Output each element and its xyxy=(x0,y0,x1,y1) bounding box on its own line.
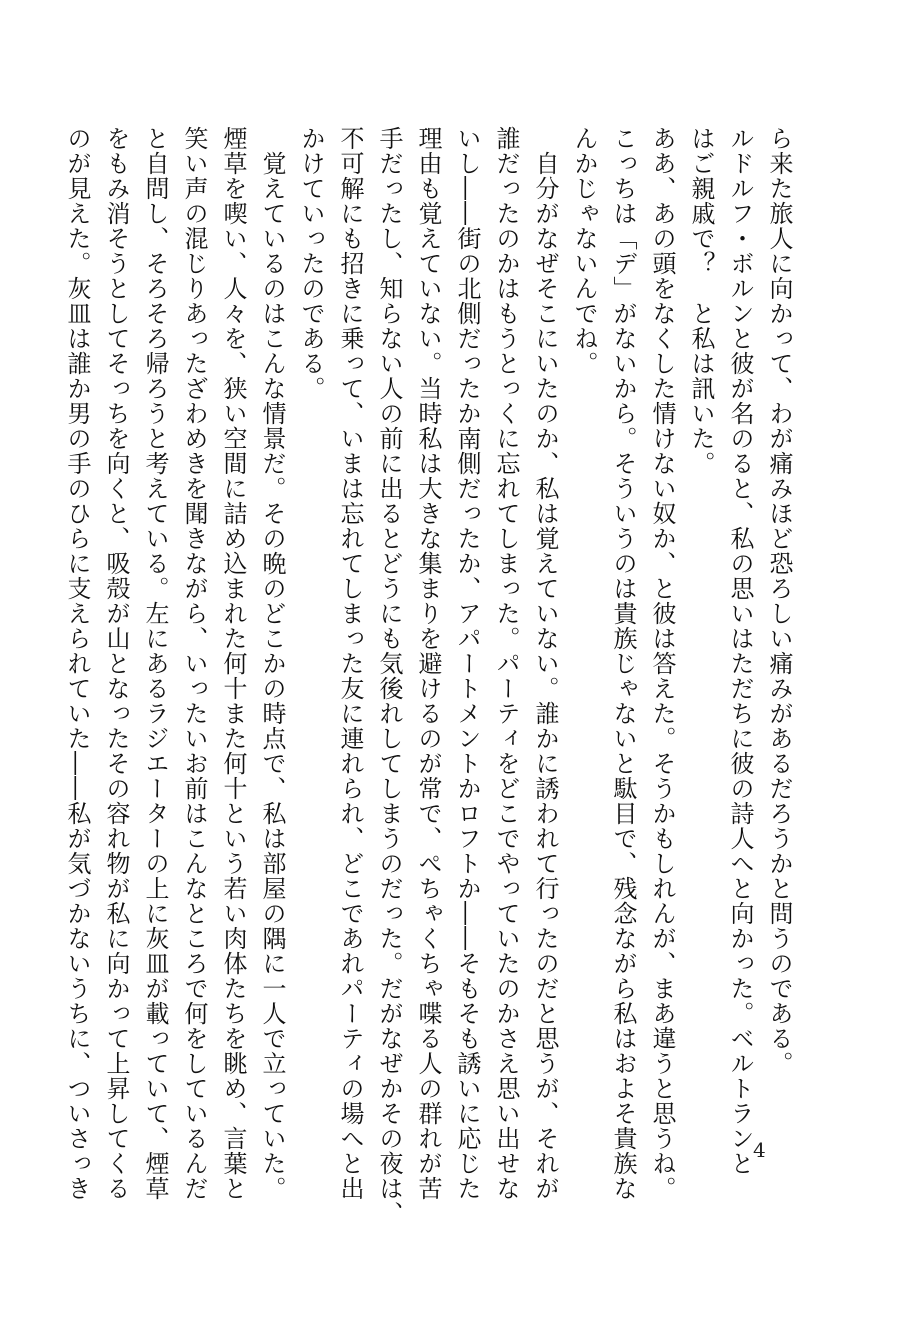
text-line: 笑い声の混じりあったざわめきを聞きながら、いったいお前はこんなところで何をしているんだ xyxy=(180,126,208,1201)
text-line: 不可解にも招きに乗って、いまは忘れてしまった友に連れられ、どこであれパーティの場へと出 xyxy=(336,126,364,1201)
text-line: こっちは「デ」がないから。そういうのは貴族じゃないと駄目で、残念ながら私はおよそ貴族な xyxy=(609,126,637,1201)
text-line: んかじゃないんでね。 xyxy=(570,126,598,376)
text-line: ああ、あの頭をなくした情けない奴か、と彼は答えた。そうかもしれんが、まあ違うと思うね。 xyxy=(648,126,676,1201)
text-line: と自問し、そろそろ帰ろうと考えている。左にあるラジエーターの上に灰皿が載っていて、煙草 xyxy=(141,126,169,1201)
text-line: をもみ消そうとしてそっちを向くと、吸殻が山となったその容れ物が私に向かって上昇してくる xyxy=(102,126,130,1201)
text-line: 手だったし、知らない人の前に出るとどうにも気後れしてしまうのだった。だがなぜかその夜は、 xyxy=(375,126,403,1226)
text-line: 煙草を喫い、人々を、狭い空間に詰め込まれた何十また何十という若い肉体たちを眺め、言葉と xyxy=(219,126,247,1201)
text-line: 誰だったのかはもうとっくに忘れてしまった。パーティをどこでやっていたのかさえ思い出せな xyxy=(492,126,520,1201)
text-line: ら来た旅人に向かって、わが痛みほど恐ろしい痛みがあるだろうかと問うのである。 xyxy=(765,126,793,1076)
text-line: 理由も覚えていない。当時私は大きな集まりを避けるのが常で、ぺちゃくちゃ喋る人の群れが苦 xyxy=(414,126,442,1201)
text-line: はご親戚で？ と私は訊いた。 xyxy=(687,126,715,476)
page-number: 4 xyxy=(753,1138,766,1162)
text-line: いし――街の北側だったか南側だったか、アパートメントかロフトか――そもそも誘いに応じた xyxy=(453,126,481,1201)
text-line: かけていったのである。 xyxy=(297,126,325,401)
text-line: 覚えているのはこんな情景だ。その晩のどこかの時点で、私は部屋の隅に一人で立っていた。 xyxy=(258,126,286,1201)
text-line: 自分がなぜそこにいたのか、私は覚えていない。誰かに誘われて行ったのだと思うが、それが xyxy=(531,126,559,1201)
text-line: のが見えた。灰皿は誰か男の手のひらに支えられていた――私が気づかないうちに、ついさっき xyxy=(63,126,91,1201)
vertical-text-block xyxy=(63,126,798,1226)
text-line: ルドルフ・ボルンと彼が名のると、私の思いはただちに彼の詩人へと向かった。ベルトランと xyxy=(726,126,754,1176)
